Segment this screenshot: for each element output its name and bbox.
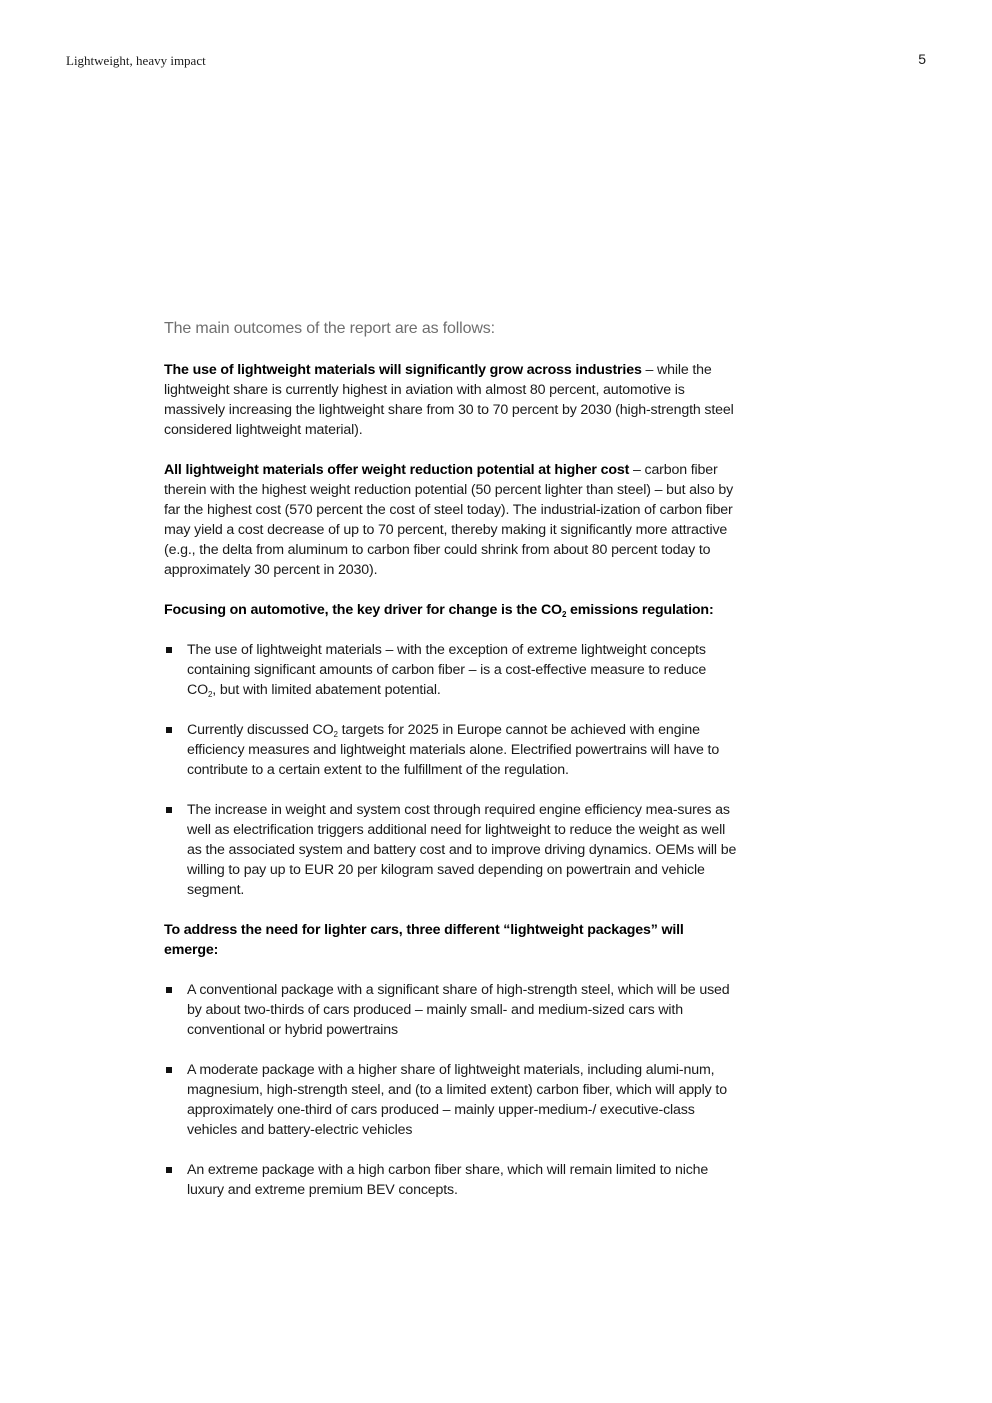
main-content xyxy=(164,318,738,1220)
outcome-paragraph-1 xyxy=(164,360,738,440)
automotive-heading-before: Focusing on automotive, the key driver for change is the CO xyxy=(164,602,562,618)
automotive-heading-subscript: 2 xyxy=(561,610,567,619)
bullet-text-after: , but with limited abatement potential. xyxy=(212,682,441,698)
bullet-text-before: The use of lightweight materials – with the exception of extreme lightweight concepts containing significant amounts of carbon fiber – is a cost-effective measure to reduce CO xyxy=(187,642,707,698)
bullet-subscript: 2 xyxy=(207,690,213,699)
bullet-text-before: Currently discussed CO xyxy=(187,722,334,738)
list-item xyxy=(164,1060,738,1140)
list-item xyxy=(164,980,738,1040)
bullet-text: An extreme package with a high carbon fiber share, which will remain limited to niche luxury and extreme premium BEV concepts. xyxy=(187,1162,709,1198)
list-item xyxy=(164,1160,738,1200)
running-title: Lightweight, heavy impact xyxy=(66,53,206,68)
bullet-text: A moderate package with a higher share of lightweight materials, including alumi-num, magnesium, high-strength steel, and (to a limited extent) carbon fiber, which will apply to approximately one-third of cars produced – mainly upper-medium-/ executive-class vehicles and battery-electric vehicles xyxy=(187,1062,727,1138)
list-item xyxy=(164,800,738,900)
square-bullet-icon xyxy=(166,647,172,653)
intro-heading: The main outcomes of the report are as follows: xyxy=(164,320,495,337)
bullet-text-before: The increase in weight and system cost through required engine efficiency mea-sures as well as electrification triggers additional need for lightweight to reduce the weight as well as the associated system and battery cost and to improve driving dynamics. OEMs will be willing to pay up to EUR 20 per kilogram saved depending on powertrain and vehicle segment. xyxy=(187,802,737,898)
automotive-bullet-list xyxy=(164,640,738,900)
list-item xyxy=(164,640,738,700)
bullet-subscript: 2 xyxy=(333,730,338,739)
square-bullet-icon xyxy=(166,727,172,733)
square-bullet-icon xyxy=(166,807,172,813)
outcome-2-text: – carbon fiber therein with the highest weight reduction potential (50 percent lighter than steel) – but also by far the highest cost (570 percent the cost of steel today). The industrial-ization of carbon fiber may yield a cost decrease of up to 70 percent, thereby making it significantly more attractive (e.g., the delta from aluminum to carbon fiber could shrink from about 80 percent today to approximately 30 percent in 2030). xyxy=(164,462,734,578)
packages-bullet-list xyxy=(164,980,738,1200)
square-bullet-icon xyxy=(166,1167,172,1173)
automotive-heading xyxy=(164,600,738,620)
outcome-1-text: – while the lightweight share is currently highest in aviation with almost 80 percent, automotive is massively increasing the lightweight share from 30 to 70 percent by 2030 (high-strength steel considered lightweight material). xyxy=(164,362,734,438)
outcome-2-lead: All lightweight materials offer weight reduction potential at higher cost xyxy=(164,462,630,478)
outcome-paragraph-2 xyxy=(164,460,738,580)
page-number: 5 xyxy=(918,51,926,67)
packages-heading: To address the need for lighter cars, three different “lightweight packages” will emerge: xyxy=(164,922,684,958)
list-item xyxy=(164,720,738,780)
square-bullet-icon xyxy=(166,1067,172,1073)
bullet-text-after: targets for 2025 in Europe cannot be achieved with engine efficiency measures and lightweight materials alone. Electrified powertrains will have to contribute to a certain extent to the fulfillment of the regulation. xyxy=(187,722,720,778)
outcome-1-lead: The use of lightweight materials will significantly grow across industries xyxy=(164,362,642,378)
square-bullet-icon xyxy=(166,987,172,993)
automotive-heading-after: emissions regulation: xyxy=(566,602,714,618)
bullet-text: A conventional package with a significant share of high-strength steel, which will be used by about two-thirds of cars produced – mainly small- and medium-sized cars with conventional or hybrid powertrains xyxy=(187,982,730,1038)
